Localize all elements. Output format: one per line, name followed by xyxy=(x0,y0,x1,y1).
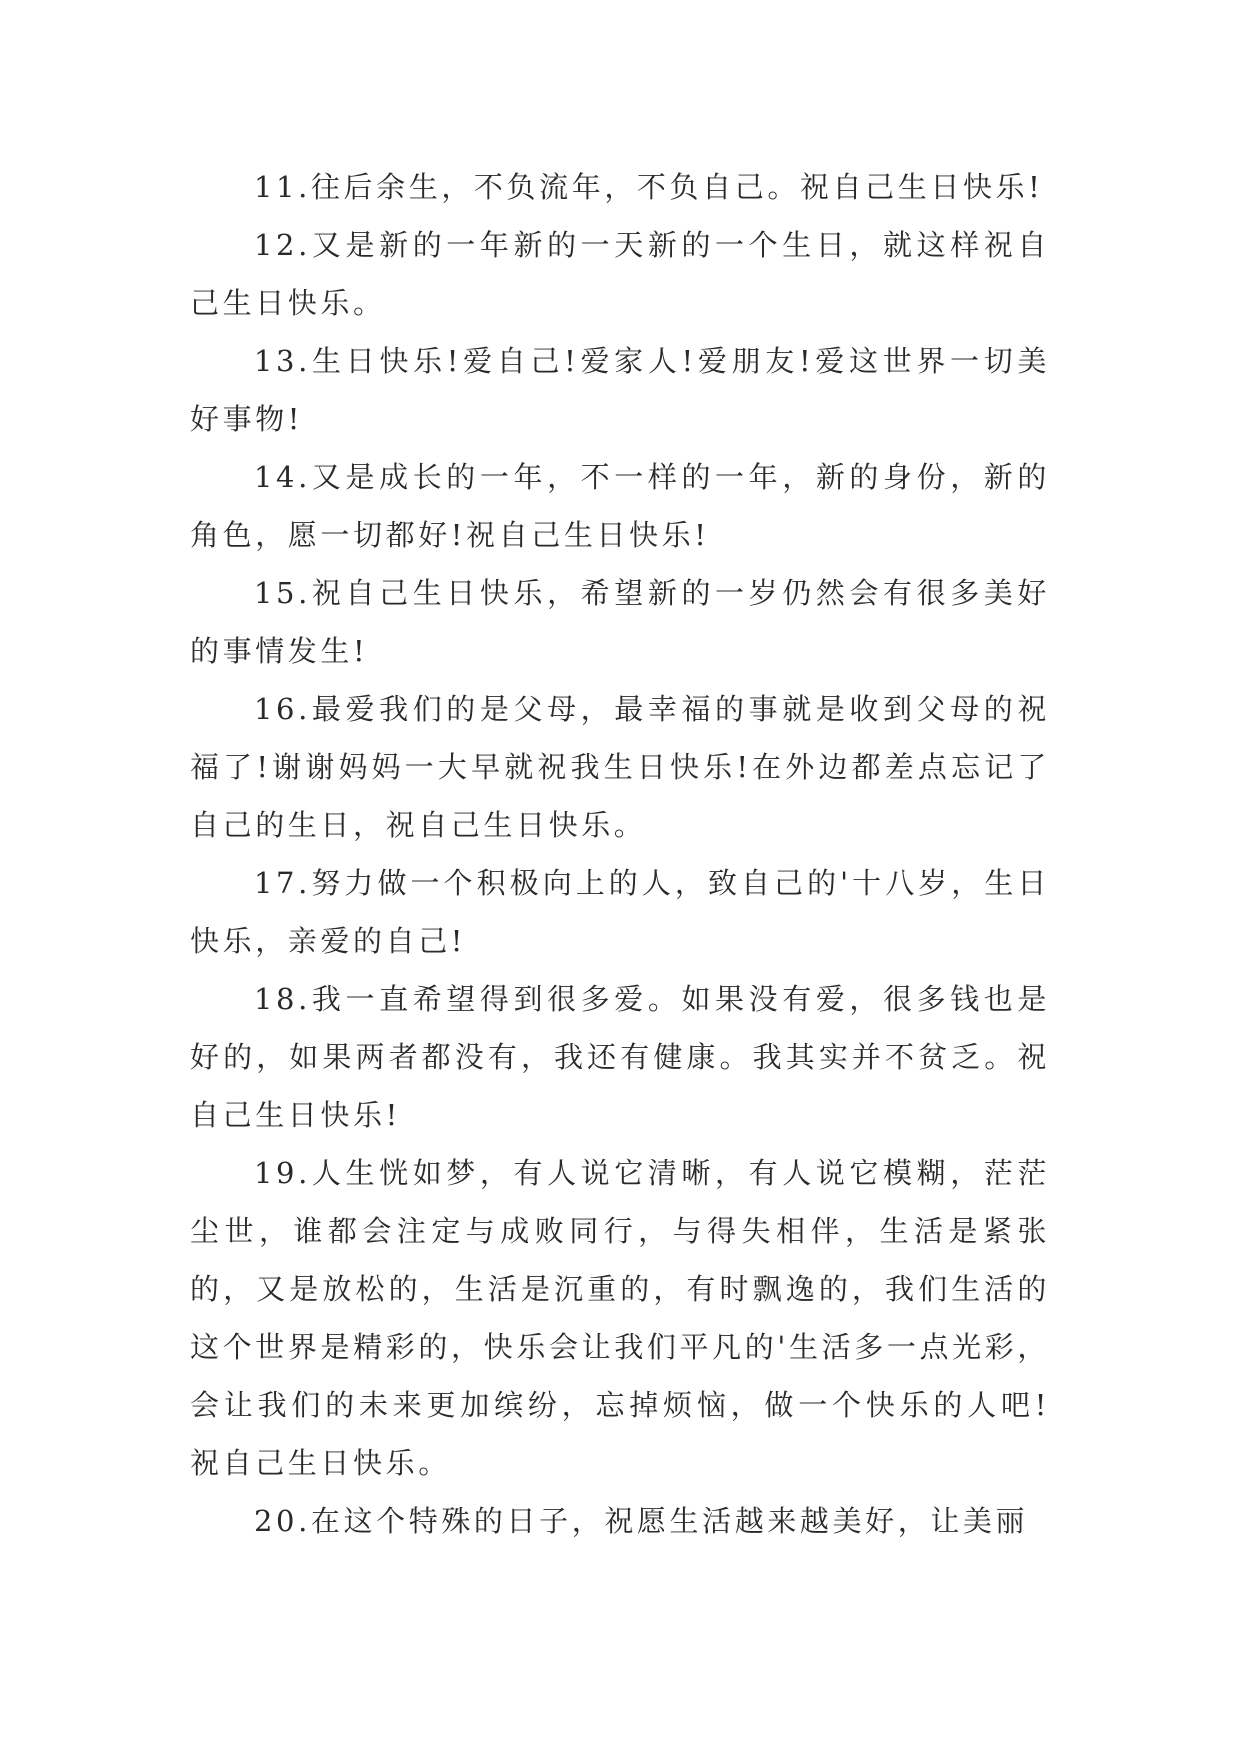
paragraph-13: 13.生日快乐!爱自己!爱家人!爱朋友!爱这世界一切美好事物! xyxy=(190,344,1050,436)
paragraph-15: 15.祝自己生日快乐，希望新的一岁仍然会有很多美好的事情发生! xyxy=(190,576,1050,668)
paragraph-11: 11.往后余生，不负流年，不负自己。祝自己生日快乐! xyxy=(254,170,1044,204)
paragraph-19: 19.人生恍如梦，有人说它清晰，有人说它模糊，茫茫尘世，谁都会注定与成败同行，与得失相伴，生活是紧张的，又是放松的，生活是沉重的，有时飘逸的，我们生活的这个世界是精彩的，快乐会让我们平凡的'生活多一点光彩，会让我们的未来更加缤纷，忘掉烦恼，做一个快乐的人吧!祝自己生日快乐。 xyxy=(190,1156,1050,1480)
paragraph-12: 12.又是新的一年新的一天新的一个生日，就这样祝自己生日快乐。 xyxy=(190,228,1050,320)
paragraph-14: 14.又是成长的一年，不一样的一年，新的身份，新的角色，愿一切都好!祝自己生日快乐! xyxy=(190,460,1050,552)
paragraph-20: 20.在这个特殊的日子，祝愿生活越来越美好，让美丽 xyxy=(254,1504,1029,1538)
paragraph-16: 16.最爱我们的是父母，最幸福的事就是收到父母的祝福了!谢谢妈妈一大早就祝我生日快乐!在外边都差点忘记了自己的生日，祝自己生日快乐。 xyxy=(190,692,1050,842)
paragraph-18: 18.我一直希望得到很多爱。如果没有爱，很多钱也是好的，如果两者都没有，我还有健康。我其实并不贫乏。祝自己生日快乐! xyxy=(190,982,1050,1132)
document-body xyxy=(190,158,1050,1550)
paragraph-17: 17.努力做一个积极向上的人，致自己的'十八岁，生日快乐，亲爱的自己! xyxy=(190,866,1050,958)
